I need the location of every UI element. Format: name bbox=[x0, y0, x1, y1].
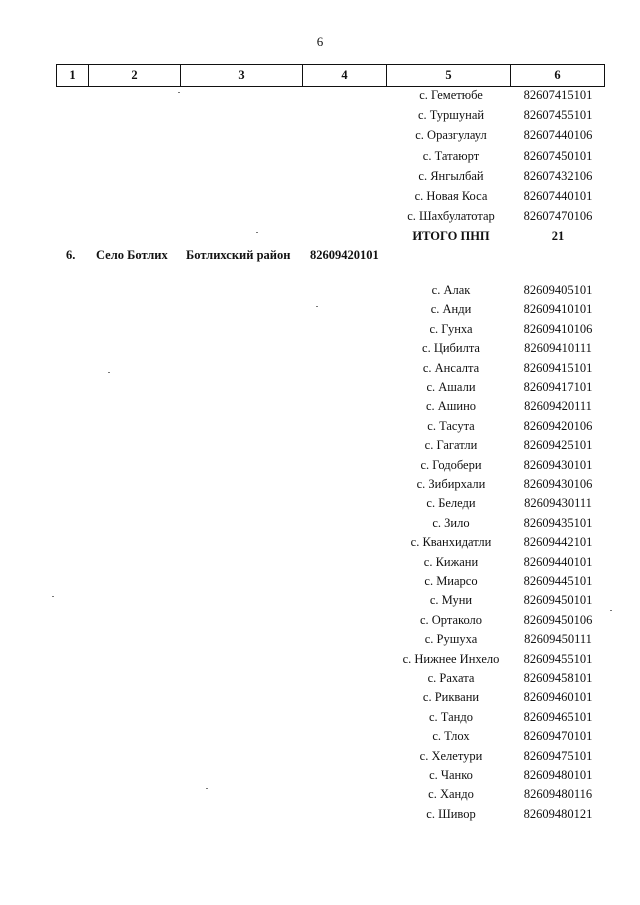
settlement-name: с. Гагатли bbox=[424, 438, 478, 453]
settlement-name: с. Чанко bbox=[429, 768, 473, 782]
column-header-3: 3 bbox=[181, 65, 303, 87]
settlement-name: с. Ортаколо bbox=[419, 612, 483, 627]
settlement-code: 82609405101 bbox=[523, 283, 593, 297]
scan-speck bbox=[206, 788, 208, 789]
settlement-row bbox=[0, 128, 640, 148]
settlement-name: с. Кванхидатли bbox=[410, 535, 492, 550]
settlement-row bbox=[0, 555, 640, 575]
total-label: ИТОГО ПНП bbox=[412, 229, 490, 243]
settlement-code: 82607432106 bbox=[523, 168, 593, 183]
settlement-name: с. Кижани bbox=[423, 554, 479, 569]
settlement-name: с. Зибирхали bbox=[416, 477, 486, 491]
settlement-name: с. Хандо bbox=[428, 787, 474, 802]
settlement-name: с. Годобери bbox=[420, 457, 482, 472]
scan-speck bbox=[108, 372, 110, 373]
settlement-row bbox=[0, 283, 640, 303]
settlement-code: 82609420106 bbox=[523, 418, 593, 433]
settlement-code: 82609417101 bbox=[523, 380, 593, 394]
settlement-code: 82609445101 bbox=[523, 574, 593, 588]
settlement-name: с. Янгылбай bbox=[418, 168, 484, 183]
scan-speck bbox=[178, 92, 180, 93]
total-row bbox=[0, 229, 640, 249]
entry-district: Ботлихский район bbox=[186, 248, 291, 262]
settlement-name: с. Тасута bbox=[427, 418, 475, 433]
settlement-code: 82609415101 bbox=[523, 360, 593, 375]
settlement-code: 82609475101 bbox=[523, 748, 593, 763]
settlement-name: с. Геметюбе bbox=[419, 88, 483, 102]
settlement-row bbox=[0, 361, 640, 381]
settlement-code: 82607440101 bbox=[523, 189, 593, 203]
settlement-code: 82609480121 bbox=[523, 806, 593, 821]
settlement-name: с. Тлох bbox=[432, 729, 470, 744]
settlement-name: с. Анди bbox=[430, 302, 472, 317]
entry-row bbox=[0, 248, 640, 268]
settlement-code: 82609430111 bbox=[524, 496, 592, 511]
settlement-code: 82609442101 bbox=[523, 535, 593, 550]
settlement-name: с. Татаюрт bbox=[422, 148, 480, 163]
settlement-row bbox=[0, 710, 640, 730]
settlement-code: 82607415101 bbox=[523, 88, 593, 102]
settlement-code: 82609465101 bbox=[523, 709, 593, 724]
settlement-name: с. Миарсо bbox=[424, 574, 478, 588]
settlement-code: 82609450111 bbox=[524, 632, 592, 647]
settlement-row bbox=[0, 322, 640, 342]
settlement-name: с. Нижнее Инхело bbox=[402, 651, 500, 666]
settlement-name: с. Туршунай bbox=[417, 108, 485, 123]
settlement-name: с. Ашали bbox=[426, 380, 476, 394]
settlement-row bbox=[0, 438, 640, 458]
settlement-name: с. Цибилта bbox=[422, 341, 480, 356]
settlement-name: с. Беледи bbox=[426, 496, 476, 511]
settlement-name: с. Гунха bbox=[429, 321, 473, 336]
settlement-row bbox=[0, 380, 640, 400]
settlement-row bbox=[0, 632, 640, 652]
settlement-row bbox=[0, 496, 640, 516]
settlement-name: с. Рахата bbox=[427, 671, 475, 685]
column-header-5: 5 bbox=[387, 65, 511, 87]
settlement-row bbox=[0, 209, 640, 229]
settlement-name: с. Новая Коса bbox=[414, 189, 488, 203]
settlement-row bbox=[0, 652, 640, 672]
settlement-row bbox=[0, 88, 640, 108]
settlement-code: 82607470106 bbox=[523, 209, 593, 224]
settlement-name: с. Алак bbox=[431, 283, 471, 297]
settlement-code: 82609470101 bbox=[523, 729, 593, 744]
settlement-code: 82609450101 bbox=[523, 593, 593, 608]
settlement-code: 82609480101 bbox=[523, 768, 593, 782]
settlement-code: 82609425101 bbox=[523, 438, 593, 453]
settlement-code: 82609458101 bbox=[523, 671, 593, 685]
settlement-name: с. Рушуха bbox=[424, 632, 478, 647]
scan-speck bbox=[52, 596, 54, 597]
column-header-6: 6 bbox=[511, 65, 605, 87]
settlement-row bbox=[0, 768, 640, 788]
settlement-name: с. Ансалта bbox=[422, 360, 480, 375]
settlement-row bbox=[0, 593, 640, 613]
settlement-name: с. Риквани bbox=[422, 690, 480, 705]
total-value: 21 bbox=[551, 229, 565, 243]
scan-speck bbox=[316, 306, 318, 307]
scan-speck bbox=[610, 610, 612, 611]
column-header-4: 4 bbox=[303, 65, 387, 87]
column-header-1: 1 bbox=[57, 65, 89, 87]
settlement-code: 82609440101 bbox=[523, 554, 593, 569]
settlement-code: 82609410101 bbox=[523, 302, 593, 317]
settlement-row bbox=[0, 149, 640, 169]
entry-number: 6. bbox=[66, 248, 76, 262]
settlement-row bbox=[0, 341, 640, 361]
settlement-code: 82607440106 bbox=[523, 128, 593, 143]
entry-settlement: Село Ботлих bbox=[96, 248, 168, 262]
settlement-name: с. Тандо bbox=[429, 709, 473, 724]
column-header-row bbox=[57, 65, 605, 87]
settlement-row bbox=[0, 535, 640, 555]
settlement-code: 82609420111 bbox=[524, 399, 592, 414]
settlement-row bbox=[0, 302, 640, 322]
settlement-row bbox=[0, 671, 640, 691]
settlement-row bbox=[0, 807, 640, 827]
settlement-code: 82609430106 bbox=[523, 477, 593, 491]
settlement-name: с. Зило bbox=[432, 515, 470, 530]
page-number: 6 bbox=[316, 34, 324, 49]
settlement-name: с. Шахбулатотар bbox=[407, 209, 495, 224]
settlement-name: с. Муни bbox=[429, 593, 473, 608]
settlement-row bbox=[0, 613, 640, 633]
settlement-code: 82609460101 bbox=[523, 690, 593, 705]
settlement-code: 82609435101 bbox=[523, 515, 593, 530]
settlement-name: с. Хелетури bbox=[419, 748, 483, 763]
settlement-row bbox=[0, 729, 640, 749]
settlement-row bbox=[0, 458, 640, 478]
settlement-row bbox=[0, 399, 640, 419]
settlement-code: 82609480116 bbox=[523, 787, 593, 802]
settlement-name: с. Шивор bbox=[426, 806, 476, 821]
settlement-row bbox=[0, 419, 640, 439]
settlement-code: 82609430101 bbox=[523, 457, 593, 472]
settlement-row bbox=[0, 787, 640, 807]
settlement-row bbox=[0, 477, 640, 497]
scan-speck bbox=[256, 232, 258, 233]
settlement-row bbox=[0, 108, 640, 128]
settlement-row bbox=[0, 189, 640, 209]
settlement-code: 82609410106 bbox=[523, 321, 593, 336]
settlement-row bbox=[0, 516, 640, 536]
settlement-row bbox=[0, 574, 640, 594]
settlement-name: с. Ашино bbox=[425, 399, 477, 414]
entry-code: 82609420101 bbox=[310, 248, 379, 262]
settlement-row bbox=[0, 690, 640, 710]
settlement-code: 82609450106 bbox=[523, 612, 593, 627]
settlement-row bbox=[0, 169, 640, 189]
column-header-2: 2 bbox=[89, 65, 181, 87]
settlement-code: 82607455101 bbox=[523, 108, 593, 123]
settlement-name: с. Оразгулаул bbox=[415, 128, 487, 143]
settlement-code: 82609410111 bbox=[524, 341, 592, 356]
settlement-code: 82609455101 bbox=[523, 651, 593, 666]
settlement-code: 82607450101 bbox=[523, 148, 593, 163]
column-header-table bbox=[56, 64, 605, 87]
settlement-row bbox=[0, 749, 640, 769]
